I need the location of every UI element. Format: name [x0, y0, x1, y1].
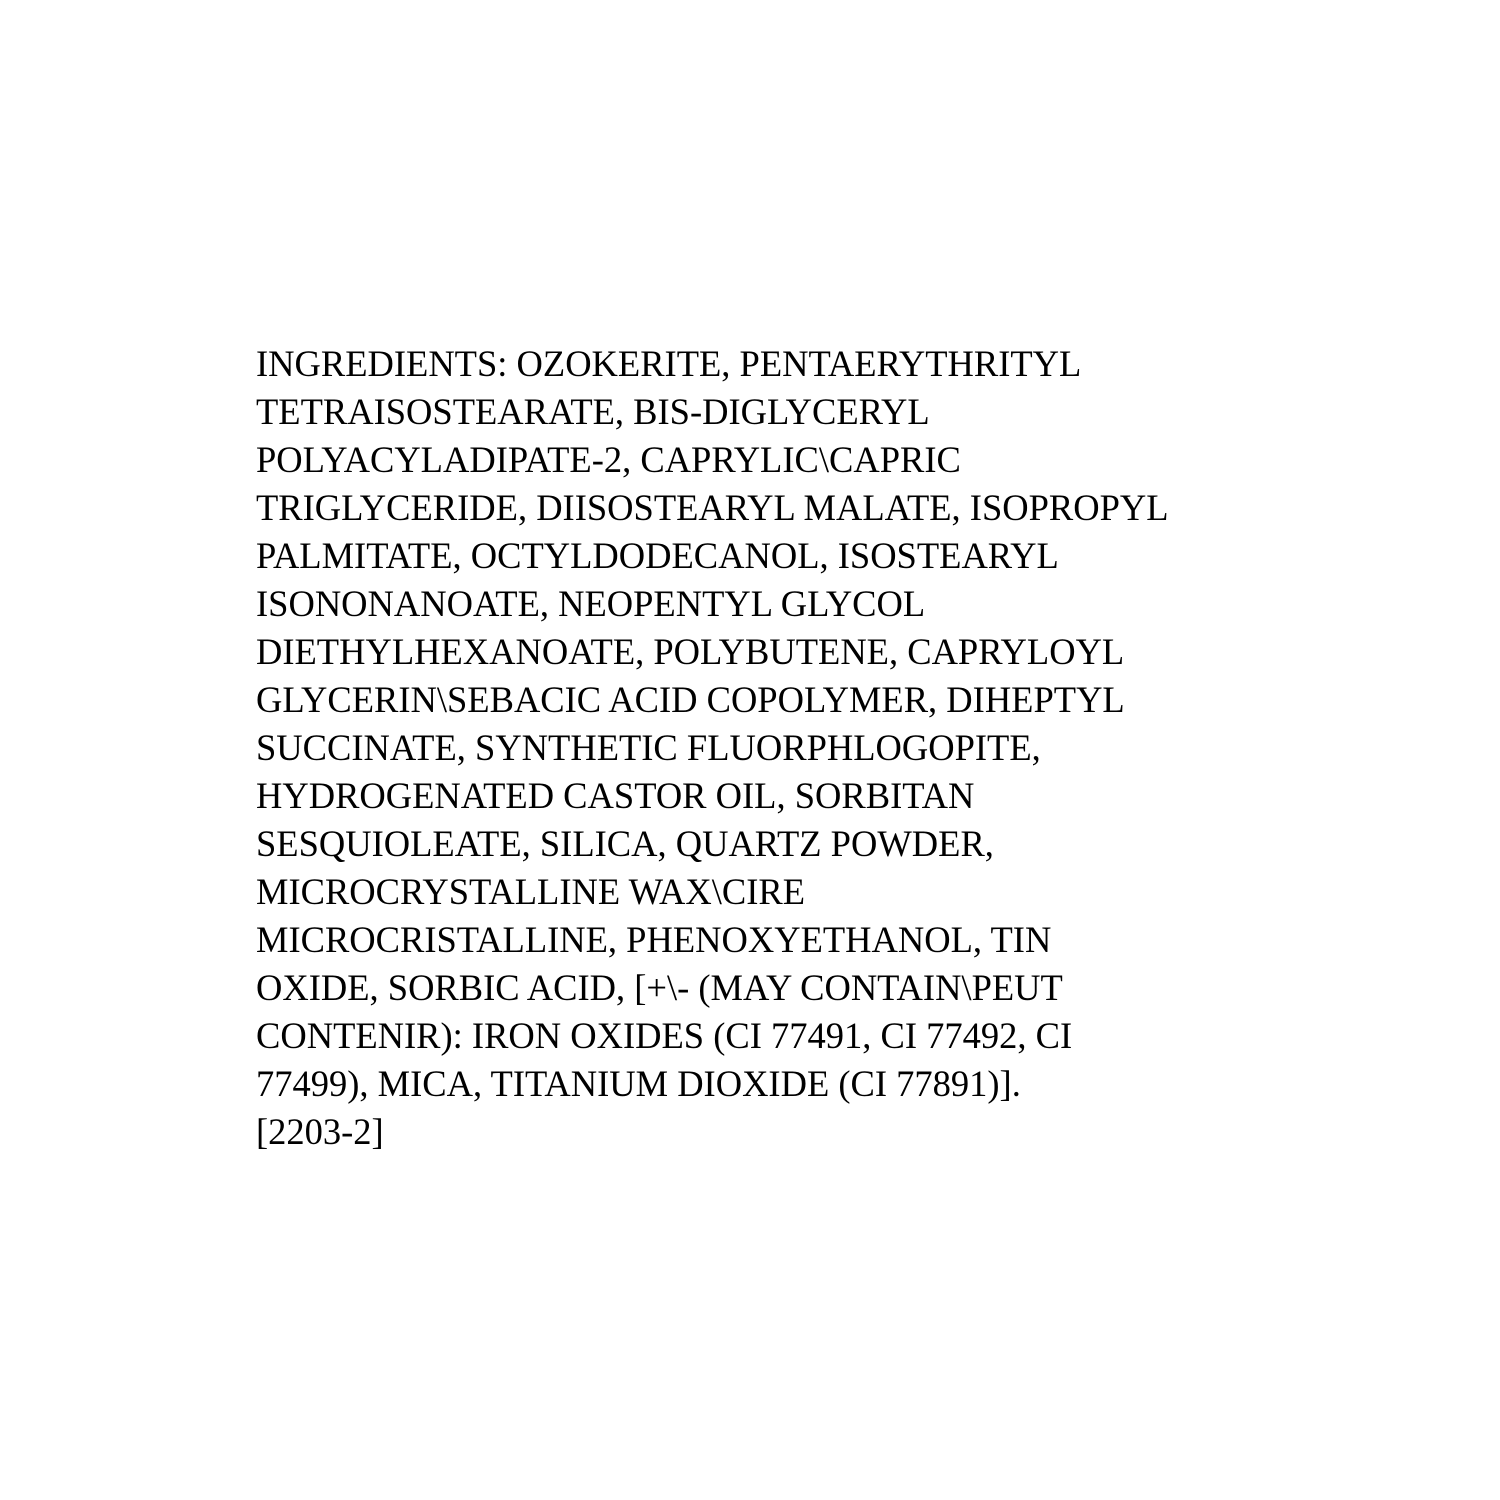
ingredients-line: SESQUIOLEATE, SILICA, QUARTZ POWDER,: [256, 823, 994, 864]
ingredients-line: 77499), MICA, TITANIUM DIOXIDE (CI 77891)].: [256, 1063, 1021, 1104]
ingredients-line: INGREDIENTS: OZOKERITE, PENTAERYTHRITYL: [256, 343, 1082, 384]
ingredients-line: GLYCERIN\SEBACIC ACID COPOLYMER, DIHEPTYL: [256, 679, 1125, 720]
ingredients-text-block: [256, 340, 1456, 1156]
ingredients-line: OXIDE, SORBIC ACID, [+\- (MAY CONTAIN\PEUT: [256, 967, 1063, 1008]
ingredients-line: HYDROGENATED CASTOR OIL, SORBITAN: [256, 775, 975, 816]
ingredients-line: PALMITATE, OCTYLDODECANOL, ISOSTEARYL: [256, 535, 1059, 576]
ingredients-line: POLYACYLADIPATE-2, CAPRYLIC\CAPRIC: [256, 439, 961, 480]
ingredients-line: TETRAISOSTEARATE, BIS-DIGLYCERYL: [256, 391, 930, 432]
ingredients-line: ISONONANOATE, NEOPENTYL GLYCOL: [256, 583, 926, 624]
ingredients-line: SUCCINATE, SYNTHETIC FLUORPHLOGOPITE,: [256, 727, 1041, 768]
ingredients-line: MICROCRISTALLINE, PHENOXYETHANOL, TIN: [256, 919, 1052, 960]
ingredients-line: CONTENIR): IRON OXIDES (CI 77491, CI 77492, CI: [256, 1015, 1073, 1056]
ingredients-line: TRIGLYCERIDE, DIISOSTEARYL MALATE, ISOPROPYL: [256, 487, 1169, 528]
ingredients-line: DIETHYLHEXANOATE, POLYBUTENE, CAPRYLOYL: [256, 631, 1125, 672]
batch-code: [2203-2]: [256, 1111, 384, 1152]
ingredients-line: MICROCRYSTALLINE WAX\CIRE: [256, 871, 805, 912]
